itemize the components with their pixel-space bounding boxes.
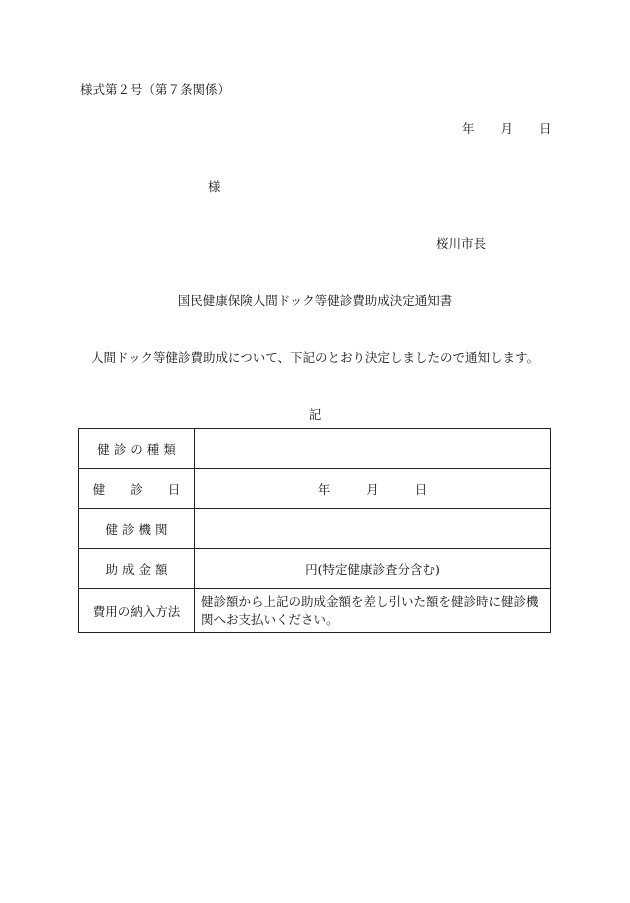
row-value-exam-institution xyxy=(195,509,551,549)
details-table xyxy=(78,428,551,633)
exam-date-day-label: 日 xyxy=(414,481,428,497)
table-row xyxy=(79,549,551,589)
date-month-label: 月 xyxy=(500,121,514,136)
issuer-name: 桜川市長 xyxy=(436,236,487,251)
table-row xyxy=(79,469,551,509)
row-value-payment-method: 健診額から上記の助成金額を差し引いた額を健診時に健診機関へお支払いください。 xyxy=(195,589,551,633)
row-label-exam-type: 健 診 の 種 類 xyxy=(79,429,195,469)
form-number: 様式第２号（第７条関係） xyxy=(80,82,231,97)
ki-heading: 記 xyxy=(308,407,322,422)
row-value-exam-type xyxy=(195,429,551,469)
lead-text: 人間ドック等健診費助成について、下記のとおり決定しましたので通知します。 xyxy=(90,350,539,365)
row-label-exam-date: 健 診 日 xyxy=(79,469,195,509)
issue-date xyxy=(462,119,552,137)
row-value-exam-date xyxy=(195,469,551,509)
table-row xyxy=(79,589,551,633)
row-label-exam-institution: 健 診 機 関 xyxy=(79,509,195,549)
document-title: 国民健康保険人間ドック等健診費助成決定通知書 xyxy=(177,293,453,308)
row-label-payment-method: 費用の納入方法 xyxy=(79,589,195,633)
exam-date-year-label: 年 xyxy=(317,481,331,497)
row-label-subsidy-amount: 助 成 金 額 xyxy=(79,549,195,589)
date-year-label: 年 xyxy=(462,121,475,136)
addressee-suffix: 様 xyxy=(208,179,221,194)
date-day-label: 日 xyxy=(539,121,552,136)
table-row xyxy=(79,429,551,469)
exam-date-month-label: 月 xyxy=(366,481,379,497)
table-row xyxy=(79,509,551,549)
row-value-subsidy-amount: 円(特定健康診査分含む) xyxy=(195,549,551,589)
